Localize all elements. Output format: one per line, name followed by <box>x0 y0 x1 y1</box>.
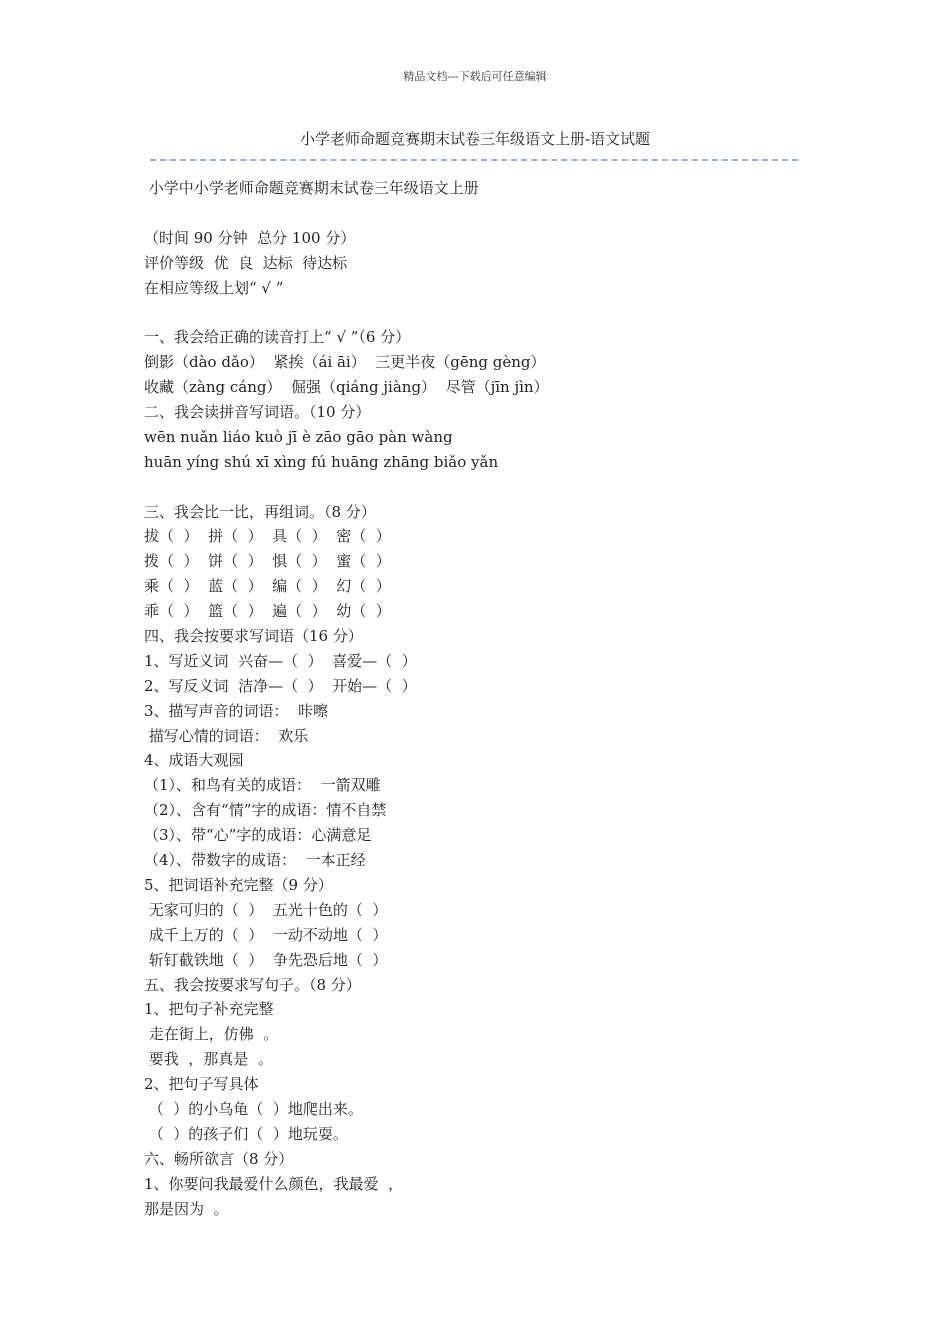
text-line: 三、我会比一比，再组词。（8 分） <box>144 502 376 521</box>
text-line: 1、写近义词 兴奋—（ ） 喜爱—（ ） <box>144 651 417 670</box>
text-line: 六、畅所欲言（8 分） <box>144 1149 294 1168</box>
text-line: 成千上万的（ ） 一动不动地（ ） <box>144 925 388 944</box>
text-line: （2）、含有“情”字的成语：情不自禁 <box>144 801 387 820</box>
text-line: 五、我会按要求写句子。（8 分） <box>144 975 361 994</box>
text-line: （ ）的小乌龟（ ）地爬出来。 <box>144 1099 363 1118</box>
text-line: 2、把句子写具体 <box>144 1075 259 1094</box>
text-line: huān yíng shú xī xìng fú huāng zhāng biǎo yǎn <box>144 452 499 471</box>
text-line: 1、把句子补充完整 <box>144 1000 274 1019</box>
text-line: 乘（ ） 蓝（ ） 编（ ） 幻（ ） <box>144 577 391 596</box>
text-line: 无家可归的（ ） 五光十色的（ ） <box>144 900 388 919</box>
text-line: wēn nuǎn liáo kuò jī è zāo gāo pàn wàng <box>144 427 453 446</box>
text-line: 二、我会读拼音写词语。（10 分） <box>144 403 371 422</box>
document-title: 小学老师命题竞赛期末试卷三年级语文上册-语文试题 <box>299 130 651 148</box>
text-line: 小学中小学老师命题竞赛期末试卷三年级语文上册 <box>144 179 479 197</box>
text-line: （ ）的孩子们（ ）地玩耍。 <box>144 1124 348 1143</box>
blank-line <box>144 475 824 500</box>
text-line: 斩钉截铁地（ ） 争先恐后地（ ） <box>144 950 388 969</box>
text-line: 5、把词语补充完整（9 分） <box>144 875 333 894</box>
header-note: 精品文档---下载后可任意编辑 <box>403 70 547 83</box>
text-line: 四、我会按要求写词语（16 分） <box>144 627 363 646</box>
text-line: 描写心情的词语： 欢乐 <box>144 726 309 745</box>
text-line: 评价等级 优 良 达标 待达标 <box>144 253 348 272</box>
blank-line <box>144 201 824 226</box>
text-line: 乖（ ） 篮（ ） 遍（ ） 幼（ ） <box>144 602 391 621</box>
text-line: 倒影（dào dǎo） 紧挨（ái āi） 三更半夜（gēng gèng） <box>144 353 546 372</box>
text-line: 拔（ ） 拼（ ） 具（ ） 密（ ） <box>144 527 391 546</box>
text-line: （时间 90 分钟 总分 100 分） <box>144 228 356 247</box>
text-line: 2、写反义词 洁净—（ ） 开始—（ ） <box>144 676 417 695</box>
text-line: 1、你要问我最爱什么颜色，我最爱 ， <box>144 1174 404 1193</box>
document-body <box>144 176 824 1221</box>
text-line: 一、我会给正确的读音打上“ √ ”（6 分） <box>144 328 411 347</box>
text-line: （1）、和鸟有关的成语： 一箭双雕 <box>144 776 381 795</box>
blank-line <box>144 300 824 325</box>
text-line: （3）、带“心”字的成语：心满意足 <box>144 826 372 845</box>
text-line: 3、描写声音的词语： 咔嚓 <box>144 701 329 720</box>
text-line: 收藏（zàng cáng） 倔强（qiáng jiàng） 尽管（jīn jìn） <box>144 378 549 397</box>
text-line: 走在街上，仿佛 。 <box>144 1025 279 1044</box>
dashed-divider <box>150 159 798 161</box>
text-line: 那是因为 。 <box>144 1199 229 1218</box>
text-line: 拨（ ） 饼（ ） 惧（ ） 蜜（ ） <box>144 552 391 571</box>
text-line: 4、成语大观园 <box>144 751 244 770</box>
text-line: 在相应等级上划“ √ ” <box>144 278 284 297</box>
text-line: 要我 ，那真是 。 <box>144 1050 273 1069</box>
text-line: （4）、带数字的成语： 一本正经 <box>144 851 366 870</box>
